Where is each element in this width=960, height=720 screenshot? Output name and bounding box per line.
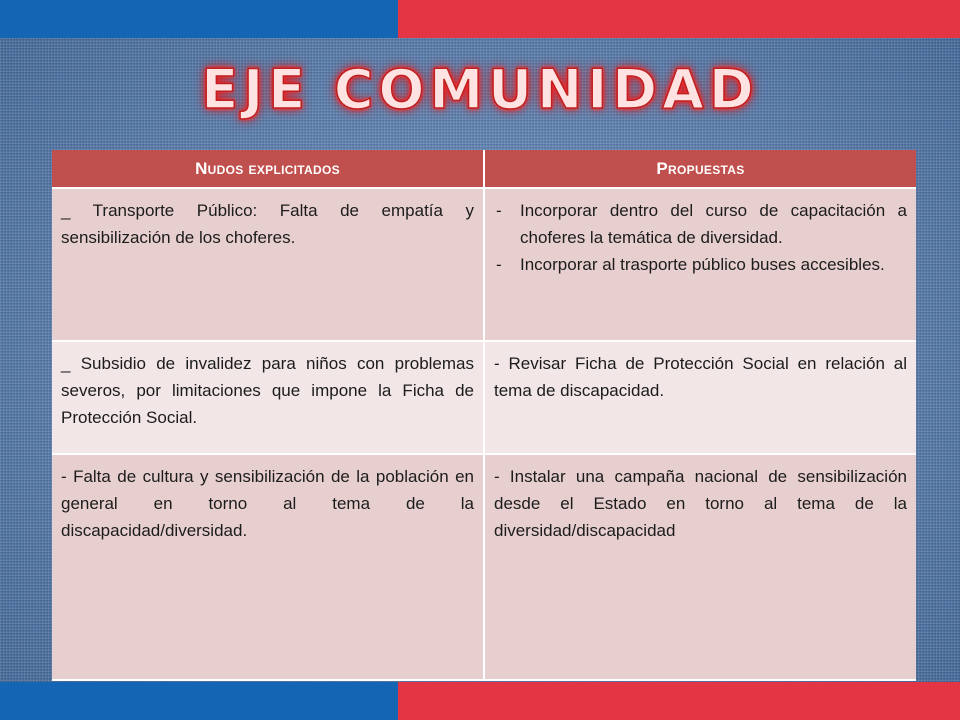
propuesta-cell: - Revisar Ficha de Protección Social en relación al tema de discapacidad. xyxy=(484,341,916,454)
propuesta-cell: - Instalar una campaña nacional de sensibilización desde el Estado en torno al tema de la diversidad/discapacidad xyxy=(484,454,916,680)
top-band-red xyxy=(398,0,960,38)
nudo-cell: _ Transporte Público: Falta de empatía y sensibilización de los choferes. xyxy=(52,188,484,341)
bottom-band-blue xyxy=(0,682,398,720)
table-header-row xyxy=(52,150,916,188)
top-color-band xyxy=(0,0,960,38)
propuesta-item: - Incorporar al trasporte público buses accesibles. xyxy=(494,251,907,278)
nudo-cell: - Falta de cultura y sensibilización de la población en general en torno al tema de la discapacidad/diversidad. xyxy=(52,454,484,680)
top-band-blue xyxy=(0,0,398,38)
propuesta-list xyxy=(494,197,907,278)
propuesta-item: - Incorporar dentro del curso de capacitación a choferes la temática de diversidad. xyxy=(494,197,907,251)
table-row xyxy=(52,341,916,454)
nudo-cell: _ Subsidio de invalidez para niños con problemas severos, por limitaciones que impone la Ficha de Protección Social. xyxy=(52,341,484,454)
slide-title: EJE COMUNIDAD xyxy=(201,58,759,121)
header-propuestas: Propuestas xyxy=(484,150,916,188)
propuesta-cell xyxy=(484,188,916,341)
table-row xyxy=(52,454,916,680)
bottom-color-band xyxy=(0,682,960,720)
table-row xyxy=(52,188,916,341)
bottom-band-red xyxy=(398,682,960,720)
header-nudos: Nudos explicitados xyxy=(52,150,484,188)
content-table xyxy=(52,150,916,681)
content-table-container xyxy=(52,150,916,680)
